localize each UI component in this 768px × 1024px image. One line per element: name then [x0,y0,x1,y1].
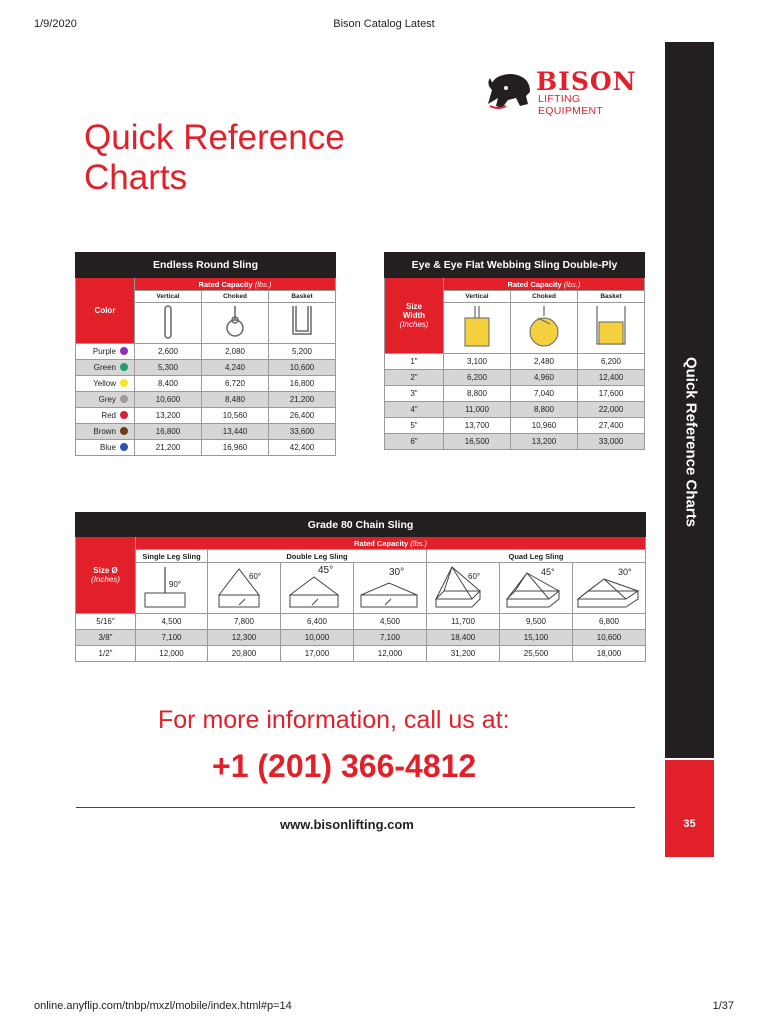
table-cell: 8,480 [202,392,269,408]
chain-double-45-diagram [281,563,354,614]
page-title [84,118,404,198]
sidebar-tab [665,42,714,758]
chain-size-header [76,537,136,614]
chain-sling-table [75,512,646,662]
chain-size-unit: (Inches) [91,575,120,584]
color-swatch [120,395,128,403]
table-cell: 10,600 [269,360,336,376]
table-cell: 8,400 [135,376,202,392]
table-cell: 17,600 [578,386,645,402]
webbing-col-basket: Basket [578,291,645,303]
endless-rated-unit: (lbs.) [254,279,272,289]
table-cell: 42,400 [269,440,336,456]
row-label [76,344,135,360]
table-cell: 18,000 [573,646,646,662]
color-swatch [120,411,128,419]
table-cell: 11,700 [427,614,500,630]
endless-round-sling-table [75,252,336,456]
website-link[interactable]: www.bisonlifting.com [280,817,414,832]
color-name: Grey [98,395,116,404]
table-cell: 21,200 [269,392,336,408]
table-row [76,424,336,440]
table-cell: 11,000 [444,402,511,418]
table-row [385,402,645,418]
chain-title: Grade 80 Chain Sling [76,513,646,537]
table-cell: 27,400 [578,418,645,434]
table-cell: 8,800 [511,402,578,418]
table-row [76,392,336,408]
table-cell: 33,000 [578,434,645,450]
angle-30-label: 30° [389,567,405,578]
table-cell: 4,240 [202,360,269,376]
row-label [76,440,135,456]
page-title-line1: Quick Reference [84,118,345,157]
table-cell: 6,200 [578,354,645,370]
table-cell: 16,800 [269,376,336,392]
endless-vertical-diagram [135,303,202,344]
table-cell: 4,960 [511,370,578,386]
chain-size-label: Size Ø [93,566,118,575]
endless-rated-header [135,278,336,291]
table-cell: 5,300 [135,360,202,376]
angle-45-quad-label: 45° [541,567,555,577]
table-cell: 13,200 [135,408,202,424]
row-label [76,392,135,408]
table-cell: 6,800 [573,614,646,630]
divider [76,807,635,808]
chain-quad-60-diagram [427,563,500,614]
color-swatch [120,443,128,451]
table-cell: 10,960 [511,418,578,434]
row-label: 2" [385,370,444,386]
table-cell: 7,800 [208,614,281,630]
row-label: 5" [385,418,444,434]
print-doc-title: Bison Catalog Latest [333,18,435,30]
page-title-line2: Charts [84,158,188,197]
chain-double-30-diagram [354,563,427,614]
table-cell: 33,600 [269,424,336,440]
chain-rated-unit: (lbs.) [410,538,427,548]
webbing-sling-table [384,252,645,450]
angle-90-label: 90° [168,580,181,589]
table-cell: 10,600 [573,630,646,646]
table-row [385,418,645,434]
endless-choked-diagram [202,303,269,344]
table-cell: 10,560 [202,408,269,424]
table-cell: 16,500 [444,434,511,450]
page-number: 35 [683,818,696,830]
row-label: 3" [385,386,444,402]
table-row [76,646,646,662]
page-number-box [665,760,714,857]
cta-text: For more information, call us at: [158,706,510,734]
endless-basket-diagram [269,303,336,344]
table-cell: 8,800 [444,386,511,402]
table-row [385,370,645,386]
table-cell: 12,400 [578,370,645,386]
row-label [76,360,135,376]
table-cell: 2,600 [135,344,202,360]
color-name: Purple [92,347,116,356]
color-name: Yellow [93,379,116,388]
chain-rated-header [136,537,646,550]
brand-tagline: LIFTING EQUIPMENT [538,93,604,117]
color-swatch [120,427,128,435]
table-cell: 31,200 [427,646,500,662]
table-cell: 25,500 [500,646,573,662]
table-cell: 7,100 [136,630,208,646]
chain-group-single: Single Leg Sling [136,550,208,563]
table-row [76,360,336,376]
color-name: Brown [93,427,116,436]
angle-30-quad-label: 30° [618,567,632,577]
print-url: online.anyflip.com/tnbp/mxzl/mobile/index.html#p=14 [34,1000,292,1012]
row-label: 5/16" [76,614,136,630]
table-row [76,408,336,424]
chain-double-60-diagram [208,563,281,614]
row-label [76,424,135,440]
table-cell: 16,800 [135,424,202,440]
table-row [76,376,336,392]
table-cell: 16,960 [202,440,269,456]
color-swatch [120,363,128,371]
print-page-count: 1/37 [712,1000,734,1012]
endless-rated-label: Rated Capacity [198,279,253,289]
table-cell: 13,200 [511,434,578,450]
table-row [76,614,646,630]
table-cell: 21,200 [135,440,202,456]
table-cell: 15,100 [500,630,573,646]
table-cell: 17,000 [281,646,354,662]
table-row [385,434,645,450]
endless-col-basket: Basket [269,291,336,303]
table-row [76,630,646,646]
row-label [76,376,135,392]
table-cell: 12,000 [136,646,208,662]
table-cell: 5,200 [269,344,336,360]
chain-quad-45-diagram [500,563,573,614]
color-name: Red [101,411,116,420]
table-cell: 3,100 [444,354,511,370]
row-label [76,408,135,424]
endless-col-vertical: Vertical [135,291,202,303]
table-cell: 2,480 [511,354,578,370]
angle-60-label: 60° [249,572,262,581]
endless-color-header: Color [76,278,135,344]
table-cell: 26,400 [269,408,336,424]
webbing-size-unit: (Inches) [399,320,429,329]
table-cell: 4,500 [136,614,208,630]
bison-logo [484,64,644,117]
table-cell: 4,500 [354,614,427,630]
table-cell: 2,080 [202,344,269,360]
table-cell: 6,200 [444,370,511,386]
webbing-title: Eye & Eye Flat Webbing Sling Double-Ply [385,253,645,278]
row-label: 6" [385,434,444,450]
table-cell: 10,600 [135,392,202,408]
table-row [76,440,336,456]
table-cell: 10,000 [281,630,354,646]
endless-col-choked: Choked [202,291,269,303]
endless-title: Endless Round Sling [76,253,336,278]
sidebar-label: Quick Reference Charts [682,356,700,528]
webbing-size-header [385,278,444,354]
print-date: 1/9/2020 [34,18,77,30]
webbing-rated-label: Rated Capacity [507,279,562,289]
webbing-rated-header [444,278,645,291]
table-cell: 7,040 [511,386,578,402]
chain-quad-30-diagram [573,563,646,614]
bison-head-icon [484,70,534,110]
row-label: 1/2" [76,646,136,662]
row-label: 1" [385,354,444,370]
table-cell: 22,000 [578,402,645,418]
webbing-size-label: Size [405,302,422,311]
table-row [385,386,645,402]
webbing-basket-diagram [578,303,645,354]
table-cell: 9,500 [500,614,573,630]
table-row [385,354,645,370]
row-label: 4" [385,402,444,418]
angle-60-quad-label: 60° [468,572,481,581]
chain-single-diagram [136,563,208,614]
webbing-rated-unit: (lbs.) [563,279,581,289]
chain-group-double: Double Leg Sling [208,550,427,563]
color-name: Green [93,363,116,372]
table-cell: 13,440 [202,424,269,440]
webbing-choked-diagram [511,303,578,354]
webbing-col-choked: Choked [511,291,578,303]
row-label: 3/8" [76,630,136,646]
angle-45-label: 45° [318,565,334,576]
webbing-vertical-diagram [444,303,511,354]
webbing-col-vertical: Vertical [444,291,511,303]
table-cell: 7,100 [354,630,427,646]
brand-name: BISON [536,67,637,96]
table-cell: 18,400 [427,630,500,646]
table-cell: 12,000 [354,646,427,662]
table-row [76,344,336,360]
phone-number[interactable]: +1 (201) 366-4812 [212,748,477,784]
webbing-width-label: Width [402,311,426,320]
color-name: Blue [99,443,116,452]
chain-rated-label: Rated Capacity [354,538,409,548]
color-swatch [120,347,128,355]
table-cell: 12,300 [208,630,281,646]
table-cell: 20,800 [208,646,281,662]
table-cell: 6,400 [281,614,354,630]
chain-group-quad: Quad Leg Sling [427,550,646,563]
table-cell: 6,720 [202,376,269,392]
color-swatch [120,379,128,387]
table-cell: 13,700 [444,418,511,434]
